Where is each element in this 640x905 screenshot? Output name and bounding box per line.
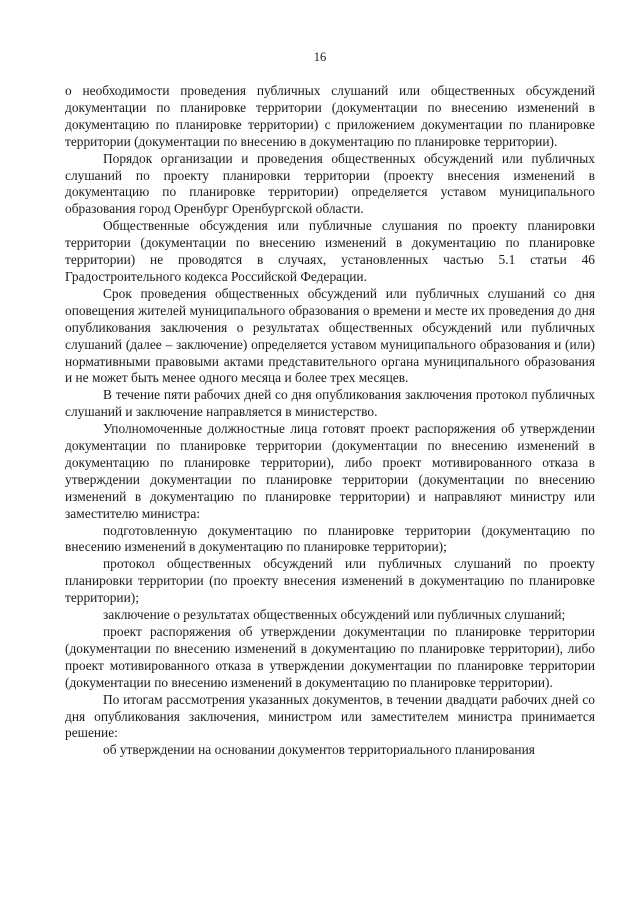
list-item-prepared-documentation: подготовленную документацию по планировке территории (документацию по внесению изменений в документацию по планировке территории);	[65, 522, 595, 555]
paragraph-review-results: По итогам рассмотрения указанных документов, в течении двадцати рабочих дней со дня опубликования заключения, министром или заместителем министра принимается решение:	[65, 691, 595, 741]
page-number: 16	[313, 50, 327, 64]
paragraph-officials-prepare: Уполномоченные должностные лица готовят проект распоряжения об утверждении документации по планировке территории (документации по внесению изменений в документацию по планировке территории), либо проект мотивированного отказа в утверждении документации по планировке территории (документации по внесению изменений в документацию по планировке территории) и направляют министру или заместителю министра:	[65, 421, 595, 521]
paragraph-protocol-submission: В течение пяти рабочих дней со дня опубликования заключения протокол публичных слушаний и заключение направляется в министерство.	[65, 387, 595, 420]
paragraph-consultation-necessity: о необходимости проведения публичных слушаний или общественных обсуждений документации по планировке территории (документации по внесению изменений в документацию по планировке территории) с приложением документации по планировке территории (документации по внесению в документацию по планировке территории).	[65, 83, 595, 149]
list-item-approval: об утверждении на основании документов территориального планирования	[103, 742, 535, 758]
list-item-protocol: протокол общественных обсуждений или публичных слушаний по проекту планировки территории (по проекту внесения изменений в документацию по планировке территории);	[65, 556, 595, 606]
paragraph-hearings-exceptions: Общественные обсуждения или публичные слушания по проекту планировки территории (документации по внесению изменений в документацию по планировке территории) не проводятся в случаях, установленных частью 5.1 статьи 46 Градостроительного кодекса Российской Федерации.	[65, 218, 595, 284]
paragraph-hearings-term: Срок проведения общественных обсуждений или публичных слушаний со дня оповещения жителей муниципального образования о времени и месте их проведения до дня опубликования заключения о результатах общественных обсуждений или публичных слушаний (далее – заключение) определяется уставом муниципального образования и (или) нормативными правовыми актами представительного органа муниципального образования и не может быть менее одного месяца и более трех месяцев.	[65, 285, 595, 386]
document-body	[65, 83, 595, 759]
paragraph-procedure-order: Порядок организации и проведения общественных обсуждений или публичных слушаний по проекту планировки территории (проекту внесения изменений в документацию по планировке территории) определяется уставом муниципального образования город Оренбург Оренбургской области.	[65, 150, 595, 217]
list-item-order-draft: проект распоряжения об утверждении документации по планировке территории (документации по внесению изменений в документацию по планировке территории), либо проект мотивированного отказа в утверждении документации по планировке территории (документации по внесению изменений в документацию по планировке территории).	[65, 624, 595, 690]
list-item-conclusion: заключение о результатах общественных обсуждений или публичных слушаний;	[103, 607, 566, 623]
